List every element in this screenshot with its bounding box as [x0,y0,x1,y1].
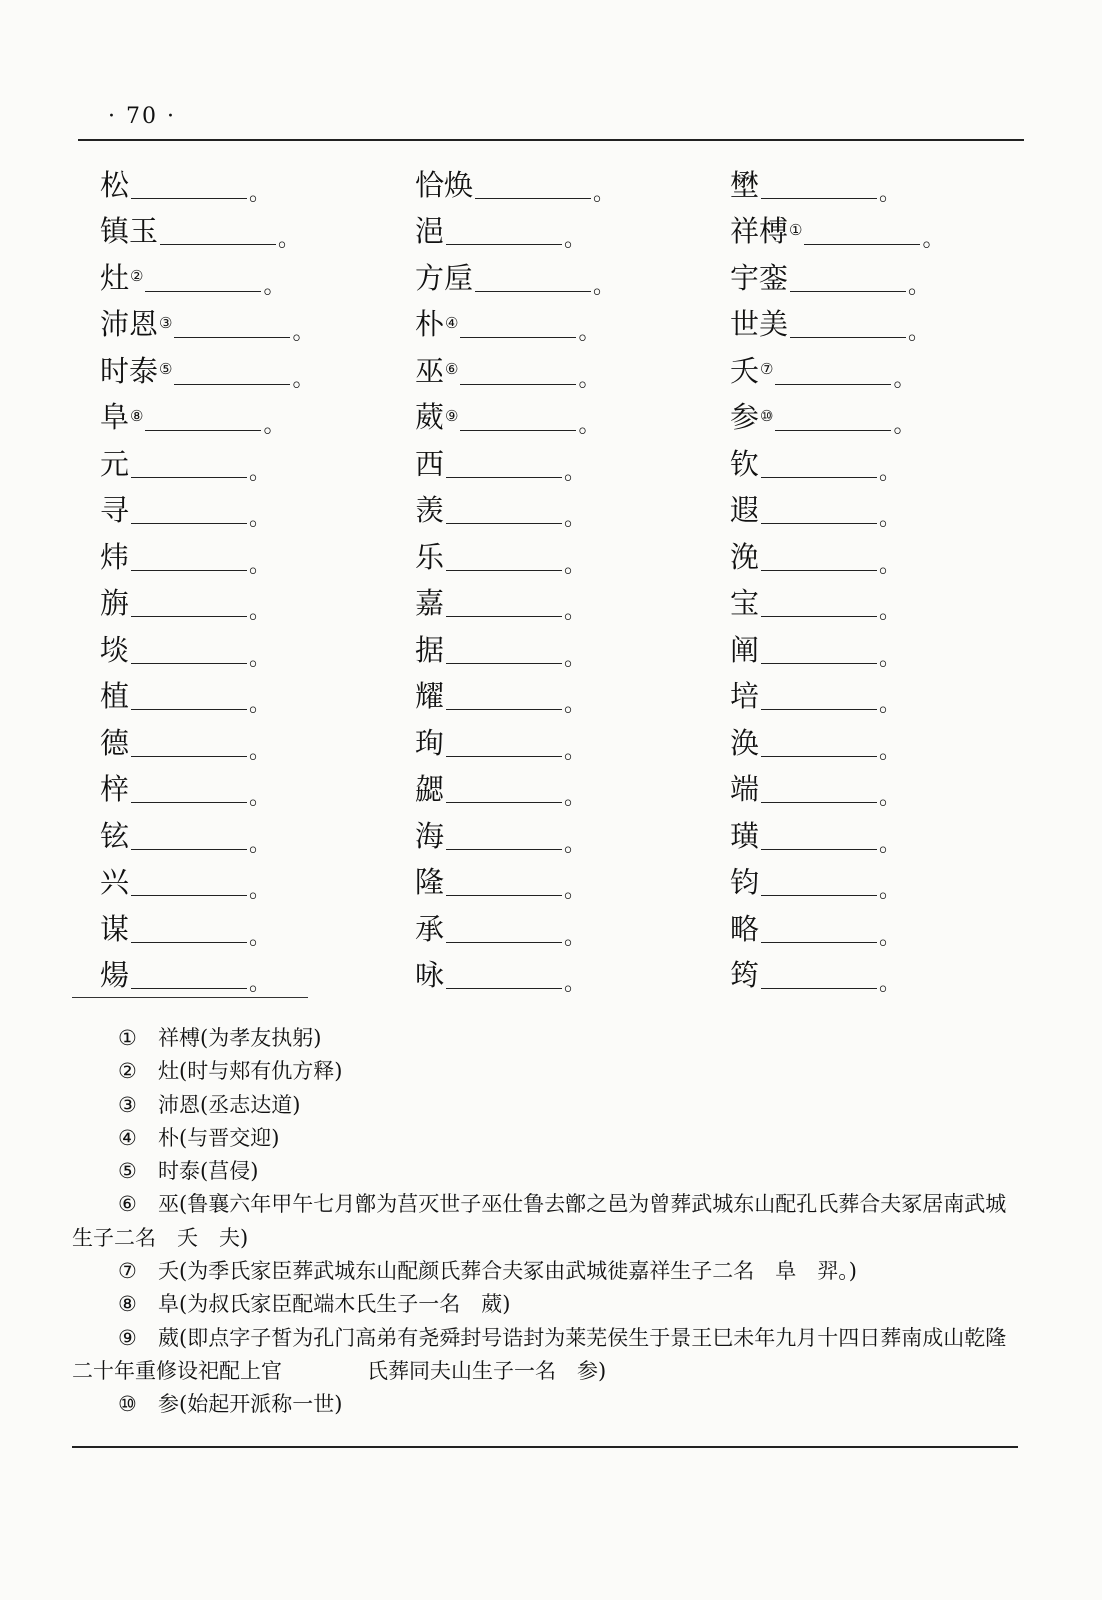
footnote-text: 朴(与晋交迎) [158,1125,280,1150]
name-entry [100,346,410,393]
entry-name: 夭 [730,353,760,388]
fill-in-blank-line [761,958,877,989]
name-entry [100,207,410,254]
entry-name: 隆 [415,865,445,900]
entry-name: 巫 [415,353,445,388]
footnote-rule [72,997,308,998]
fill-in-blank-line [131,633,247,664]
entry-name: 世美 [730,307,789,342]
footnote-text: 灶(时与郏有仇方释) [158,1059,343,1084]
footnote-text: 夭(为季氏家臣葬武城东山配颜氏葬合夫冢由武城徙嘉祥生子二名 阜 羿。) [158,1259,857,1284]
full-stop: 。 [249,180,272,206]
name-entry [415,300,725,347]
name-entry [415,346,725,393]
entry-name: 承 [415,911,445,946]
entry-name: 宇銮 [730,260,789,295]
name-entry [730,253,1040,300]
full-stop: 。 [564,227,587,253]
entry-name: 嘉 [415,586,445,621]
fill-in-blank-line [131,865,247,896]
name-entry [730,765,1040,812]
fill-in-blank-line [446,772,562,803]
full-stop: 。 [564,785,587,811]
entry-name: 恰焕 [415,167,474,202]
footnote [72,1022,1027,1055]
full-stop: 。 [879,692,902,718]
footnote-reference: ⑨ [445,406,459,425]
fill-in-blank-line [131,168,247,199]
page-number: · 70 · [108,104,176,129]
entry-name: 据 [415,632,445,667]
entry-name: 海 [415,818,445,853]
fill-in-blank-line [446,447,562,478]
footnote-mark: ④ [118,1125,137,1150]
entry-name: 钦 [730,446,760,481]
footnote-mark: ⑦ [118,1259,137,1284]
name-entry [730,393,1040,440]
name-entry [100,672,410,719]
name-entry [100,160,410,207]
full-stop: 。 [593,180,616,206]
fill-in-blank-line [131,912,247,943]
full-stop: 。 [593,273,616,299]
name-entry [730,439,1040,486]
full-stop: 。 [893,413,916,439]
fill-in-blank-line [761,540,877,571]
fill-in-blank-line [460,307,576,338]
fill-in-blank-line [131,772,247,803]
name-entry [100,765,410,812]
fill-in-blank-line [174,307,290,338]
full-stop: 。 [292,366,315,392]
fill-in-blank-line [761,865,877,896]
entry-name: 朴 [415,307,445,342]
name-entry [100,811,410,858]
name-entry [730,672,1040,719]
full-stop: 。 [278,227,301,253]
entry-name: 乐 [415,539,445,574]
footnote-mark: ② [118,1059,137,1084]
full-stop: 。 [249,692,272,718]
full-stop: 。 [908,273,931,299]
footnote-text: 阜(为叔氏家臣配端木氏生子一名 葳) [158,1292,511,1317]
full-stop: 。 [249,552,272,578]
full-stop: 。 [879,738,902,764]
footnote-text: 沛恩(丞志达道) [158,1092,301,1117]
fill-in-blank-line [446,493,562,524]
name-entry [415,160,725,207]
footnote [72,1322,1027,1389]
name-entry [730,532,1040,579]
name-entry [415,811,725,858]
entry-name: 涣 [730,725,760,760]
fill-in-blank-line [131,958,247,989]
full-stop: 。 [249,645,272,671]
entry-name: 灶 [100,260,130,295]
full-stop: 。 [564,506,587,532]
fill-in-blank-line [131,493,247,524]
name-entry [730,486,1040,533]
entry-name: 梓 [100,772,130,807]
name-entry [730,811,1040,858]
footnote-text: 时泰(莒侵) [158,1159,259,1184]
fill-in-blank-line [761,679,877,710]
full-stop: 。 [249,785,272,811]
entry-name: 寻 [100,493,130,528]
entry-name: 时泰 [100,353,159,388]
footnote-text: 葳(即点字子皙为孔门高弟有尧舜封号诰封为莱芜侯生于景王巳未年九月十四日葬南成山乾隆二十年重修设祀配上官 [72,1325,1007,1383]
full-stop: 。 [564,692,587,718]
fill-in-blank-line [804,214,920,245]
footnote-mark: ⑩ [118,1392,137,1417]
full-stop: 。 [908,320,931,346]
name-entry [100,300,410,347]
footnote-mark: ③ [118,1092,137,1117]
entry-name: 遐 [730,493,760,528]
name-entry [415,765,725,812]
full-stop: 。 [249,924,272,950]
footnote-reference: ⑧ [130,406,144,425]
entry-name: 钧 [730,865,760,900]
footnote-reference: ① [789,220,803,239]
full-stop: 。 [879,831,902,857]
entry-name: 浥 [415,214,445,249]
entry-name: 元 [100,446,130,481]
entry-name: 略 [730,911,760,946]
footnote [72,1288,1027,1321]
fill-in-blank-line [446,865,562,896]
entry-name: 兴 [100,865,130,900]
full-stop: 。 [564,552,587,578]
fill-in-blank-line [761,447,877,478]
full-stop: 。 [249,831,272,857]
entry-name: 参 [730,400,760,435]
full-stop: 。 [879,552,902,578]
name-entry [100,904,410,951]
entry-name: 植 [100,679,130,714]
name-entry [100,579,410,626]
footnote-text: 参(始起开派称一世) [158,1392,343,1417]
fill-in-blank-line [174,354,290,385]
entry-name: 耀 [415,679,445,714]
full-stop: 。 [249,878,272,904]
footnotes [72,1022,1027,1422]
full-stop: 。 [564,459,587,485]
entry-name: 端 [730,772,760,807]
entry-name: 璜 [730,818,760,853]
footnote-reference: ⑩ [760,406,774,425]
full-stop: 。 [879,645,902,671]
genealogy-column-2 [415,160,725,997]
fill-in-blank-line [761,819,877,850]
fill-in-blank-line [145,400,261,431]
fill-in-blank-line [761,586,877,617]
fill-in-blank-line [460,400,576,431]
footnote [72,1089,1027,1122]
footnote-reference: ⑤ [159,360,173,379]
footnote-mark: ① [118,1026,137,1050]
footnote [72,1122,1027,1155]
footnote-reference: ⑥ [445,360,459,379]
name-entry [415,532,725,579]
fill-in-blank-line [775,400,891,431]
entry-name: 壄 [730,167,760,202]
entry-name: 筠 [730,958,760,993]
name-entry [730,346,1040,393]
full-stop: 。 [879,180,902,206]
footnote-text-continued: 氏葬同夫山生子一名 参) [367,1358,607,1383]
entry-name: 谋 [100,911,130,946]
footnote [72,1155,1027,1188]
full-stop: 。 [564,645,587,671]
entry-name: 阐 [730,632,760,667]
fill-in-blank-line [446,586,562,617]
fill-in-blank-line [131,679,247,710]
entry-name: 培 [730,679,760,714]
name-entry [415,486,725,533]
fill-in-blank-line [790,307,906,338]
name-entry [730,951,1040,998]
entry-name: 方垕 [415,260,474,295]
fill-in-blank-line [761,772,877,803]
full-stop: 。 [564,738,587,764]
full-stop: 。 [249,599,272,625]
entry-name: 宝 [730,586,760,621]
genealogy-column-1 [100,160,410,997]
entry-name: 沛恩 [100,307,159,342]
name-entry [415,579,725,626]
entry-name: 葳 [415,400,445,435]
entry-name: 铉 [100,818,130,853]
entry-name: 旃 [100,586,130,621]
full-stop: 。 [578,366,601,392]
fill-in-blank-line [446,726,562,757]
footnote-mark: ⑨ [118,1325,137,1350]
fill-in-blank-line [775,354,891,385]
footnote-mark: ⑧ [118,1292,137,1317]
name-entry [100,439,410,486]
entry-name: 祥榑 [730,214,789,249]
genealogy-column-3 [730,160,1040,997]
full-stop: 。 [249,738,272,764]
name-entry [100,625,410,672]
entry-name: 珣 [415,725,445,760]
full-stop: 。 [879,599,902,625]
name-entry [100,486,410,533]
full-stop: 。 [249,506,272,532]
name-entry [415,393,725,440]
name-entry [100,951,410,998]
header-rule [78,139,1024,141]
name-entry [415,672,725,719]
fill-in-blank-line [475,261,591,292]
full-stop: 。 [879,924,902,950]
name-entry [415,718,725,765]
fill-in-blank-line [131,540,247,571]
name-entry [415,439,725,486]
entry-name: 煬 [100,958,130,993]
footnote-mark: ⑥ [118,1192,137,1217]
entry-name: 德 [100,725,130,760]
fill-in-blank-line [446,540,562,571]
name-entry [415,951,725,998]
fill-in-blank-line [131,586,247,617]
full-stop: 。 [578,320,601,346]
fill-in-blank-line [160,214,276,245]
name-entry [415,904,725,951]
full-stop: 。 [564,831,587,857]
fill-in-blank-line [761,912,877,943]
footnote-reference: ⑦ [760,360,774,379]
entry-name: 松 [100,167,130,202]
footnote [72,1388,1027,1421]
entry-name: 阜 [100,400,130,435]
full-stop: 。 [879,878,902,904]
fill-in-blank-line [446,958,562,989]
full-stop: 。 [564,971,587,997]
fill-in-blank-line [145,261,261,292]
name-entry [100,393,410,440]
full-stop: 。 [879,971,902,997]
fill-in-blank-line [131,819,247,850]
footnote [72,1188,1027,1255]
fill-in-blank-line [475,168,591,199]
name-entry [730,904,1040,951]
fill-in-blank-line [446,679,562,710]
fill-in-blank-line [460,354,576,385]
name-entry [730,858,1040,905]
name-entry [100,253,410,300]
entry-name: 羡 [415,493,445,528]
fill-in-blank-line [790,261,906,292]
full-stop: 。 [578,413,601,439]
full-stop: 。 [249,971,272,997]
footnote [72,1055,1027,1088]
fill-in-blank-line [761,168,877,199]
fill-in-blank-line [446,912,562,943]
footnote-mark: ⑤ [118,1159,137,1184]
entry-name: 镇玉 [100,214,159,249]
fill-in-blank-line [761,726,877,757]
fill-in-blank-line [446,214,562,245]
full-stop: 。 [879,459,902,485]
name-entry [415,625,725,672]
footnote-text: 祥榑(为孝友执躬) [158,1026,322,1050]
name-entry [100,718,410,765]
footer-rule [72,1446,1018,1448]
fill-in-blank-line [131,447,247,478]
name-entry [730,207,1040,254]
name-entry [415,253,725,300]
entry-name: 咏 [415,958,445,993]
entry-name: 浼 [730,539,760,574]
footnote [72,1255,1027,1288]
name-entry [100,858,410,905]
name-entry [730,160,1040,207]
name-entry [730,625,1040,672]
entry-name: 炜 [100,539,130,574]
fill-in-blank-line [761,493,877,524]
full-stop: 。 [564,599,587,625]
full-stop: 。 [922,227,945,253]
full-stop: 。 [263,273,286,299]
full-stop: 。 [564,924,587,950]
entry-name: 勰 [415,772,445,807]
entry-name: 西 [415,446,445,481]
full-stop: 。 [879,506,902,532]
name-entry [730,718,1040,765]
footnote-reference: ③ [159,313,173,332]
name-entry [730,579,1040,626]
full-stop: 。 [292,320,315,346]
full-stop: 。 [249,459,272,485]
footnote-reference: ② [130,267,144,286]
fill-in-blank-line [446,819,562,850]
full-stop: 。 [564,878,587,904]
fill-in-blank-line [761,633,877,664]
name-entry [415,858,725,905]
full-stop: 。 [263,413,286,439]
name-entry [730,300,1040,347]
name-entry [415,207,725,254]
fill-in-blank-line [131,726,247,757]
full-stop: 。 [893,366,916,392]
fill-in-blank-line [446,633,562,664]
entry-name: 埮 [100,632,130,667]
full-stop: 。 [879,785,902,811]
footnote-text: 巫(鲁襄六年甲午七月鄫为莒灭世子巫仕鲁去鄫之邑为曾葬武城东山配孔氏葬合夫冢居南武城生子二名 夭 夫) [72,1192,1007,1250]
name-entry [100,532,410,579]
footnote-reference: ④ [445,313,459,332]
